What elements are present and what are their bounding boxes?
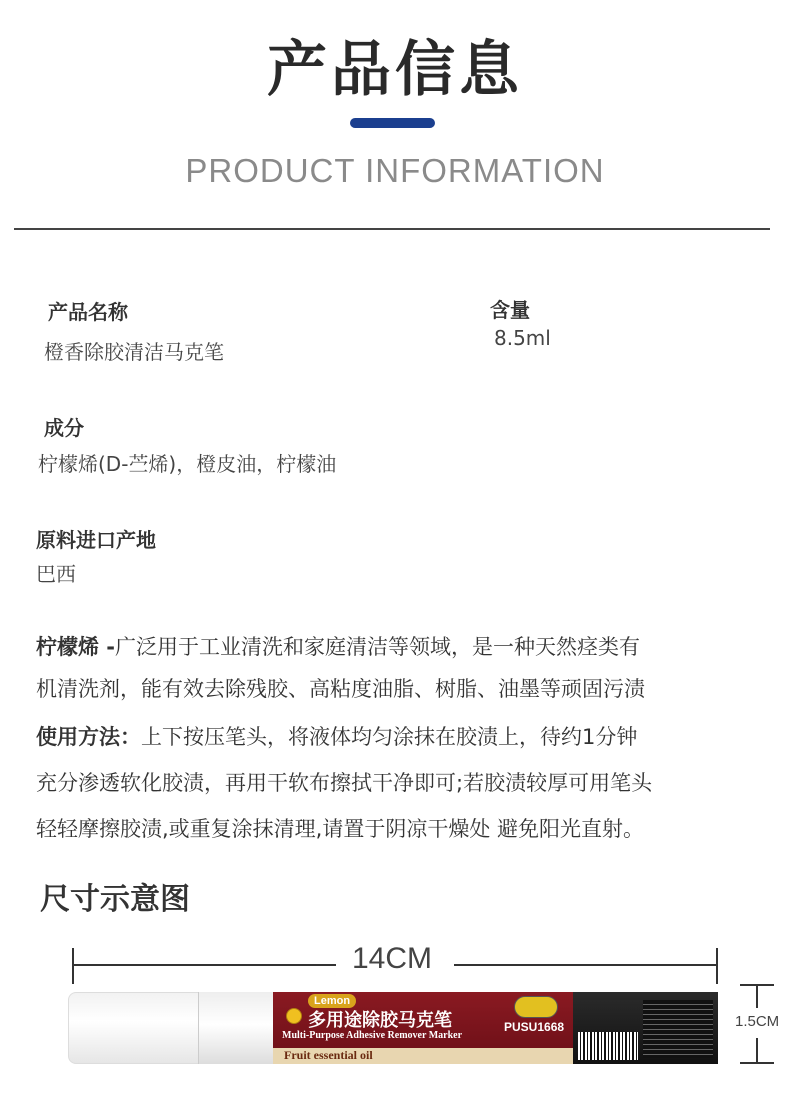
marker-model: PUSU1668 xyxy=(504,1020,565,1034)
limonene-description xyxy=(36,626,756,710)
usage-label: 使用方法： xyxy=(36,725,141,749)
lemon-icon xyxy=(286,1008,302,1024)
spec-origin-value: 巴西 xyxy=(36,562,76,586)
spec-volume-label: 含量 xyxy=(490,298,530,322)
spec-ingredients-label: 成分 xyxy=(44,416,84,440)
length-line-right xyxy=(454,964,718,966)
length-label: 14CM xyxy=(352,942,433,975)
length-tick-left xyxy=(72,948,74,984)
marker-name-en: Multi-Purpose Adhesive Remover Marker xyxy=(282,1030,463,1041)
marker-product-image xyxy=(68,992,718,1064)
diagram-title: 尺寸示意图 xyxy=(40,882,190,917)
marker-fruit-text: Fruit essential oil xyxy=(284,1048,373,1062)
spec-name-label: 产品名称 xyxy=(48,300,128,324)
spec-ingredients-value: 柠檬烯(D-苎烯)，橙皮油，柠檬油 xyxy=(38,452,337,476)
marker-cap-ring xyxy=(198,992,273,1064)
spec-name-value: 橙香除胶清洁马克笔 xyxy=(44,340,224,364)
page-title: 产品信息 xyxy=(267,35,523,105)
title-accent-bar xyxy=(350,118,435,128)
usage-text-3: 轻轻摩擦胶渍,或重复涂抹清理,请置于阴凉干燥处 避免阳光直射。 xyxy=(36,817,645,841)
usage-text-2: 充分渗透软化胶渍，再用干软布擦拭干净即可;若胶渍较厚可用笔头 xyxy=(36,771,653,795)
usage-description xyxy=(36,716,756,850)
length-tick-right xyxy=(716,948,718,984)
width-line-bottom xyxy=(756,1038,758,1062)
spec-origin-label: 原料进口产地 xyxy=(36,528,156,552)
brand-logo-icon xyxy=(514,996,558,1018)
marker-name-cn: 多用途除胶马克笔 xyxy=(308,1010,452,1031)
width-line-top xyxy=(756,986,758,1008)
page-subtitle: PRODUCT INFORMATION xyxy=(185,152,605,189)
fine-print xyxy=(643,1000,713,1058)
limonene-text-2: 机清洗剂，能有效去除残胶、高粘度油脂、树脂、油墨等顽固污渍 xyxy=(36,677,645,701)
width-label: 1.5CM xyxy=(735,1013,780,1030)
usage-text-1: 上下按压笔头，将液体均匀涂抹在胶渍上，待约1分钟 xyxy=(141,725,638,749)
limonene-label: 柠檬烯 - xyxy=(36,635,116,659)
width-tick-bottom xyxy=(740,1062,774,1064)
spec-volume-value: 8.5ml xyxy=(494,326,551,350)
length-line-left xyxy=(74,964,336,966)
lemon-tag: Lemon xyxy=(308,994,356,1008)
header-divider xyxy=(14,228,770,230)
limonene-text-1: 广泛用于工业清洗和家庭清洁等领域，是一种天然痉类有 xyxy=(115,635,641,659)
barcode-icon xyxy=(578,1032,638,1060)
